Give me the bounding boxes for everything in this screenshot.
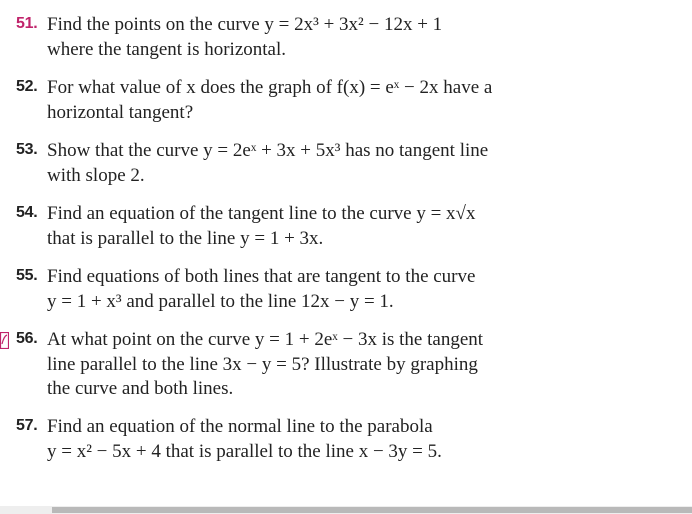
exercise-57 bbox=[16, 415, 576, 464]
exercise-56 bbox=[16, 328, 576, 402]
exercise-51 bbox=[16, 13, 576, 62]
exercise-line: y = x² − 5x + 4 that is parallel to the line x − 3y = 5. bbox=[47, 440, 442, 462]
exercise-line: y = 1 + x³ and parallel to the line 12x − y = 1. bbox=[47, 290, 394, 312]
exercise-number: 56. bbox=[16, 330, 38, 347]
exercise-text bbox=[47, 415, 576, 464]
exercise-53 bbox=[16, 139, 576, 188]
exercise-text bbox=[47, 265, 576, 314]
exercise-line: Find the points on the curve y = 2x³ + 3x² − 12x + 1 bbox=[47, 14, 443, 35]
exercise-line: For what value of x does the graph of f(x) = eˣ − 2x have a bbox=[47, 77, 493, 98]
graphing-device-icon bbox=[0, 332, 9, 349]
exercise-number: 53. bbox=[16, 141, 38, 158]
exercise-line: Find equations of both lines that are tangent to the curve bbox=[47, 266, 476, 287]
exercise-line: horizontal tangent? bbox=[47, 101, 194, 123]
horizontal-scrollbar[interactable] bbox=[0, 506, 692, 514]
exercise-text bbox=[47, 202, 576, 251]
exercise-55 bbox=[16, 265, 576, 314]
exercise-text bbox=[47, 13, 576, 62]
exercise-number: 51. bbox=[16, 15, 38, 32]
exercise-line: At what point on the curve y = 1 + 2eˣ − 3x is the tangent bbox=[47, 329, 484, 350]
exercise-line: Find an equation of the normal line to the parabola bbox=[47, 416, 433, 437]
exercise-line: Find an equation of the tangent line to the curve y = x√x bbox=[47, 203, 476, 224]
exercise-line: that is parallel to the line y = 1 + 3x. bbox=[47, 227, 324, 249]
scrollbar-thumb[interactable] bbox=[52, 507, 692, 513]
exercise-line: Show that the curve y = 2eˣ + 3x + 5x³ has no tangent line bbox=[47, 140, 489, 161]
exercise-text bbox=[47, 139, 576, 188]
exercise-number: 55. bbox=[16, 267, 38, 284]
exercise-number: 54. bbox=[16, 204, 38, 221]
exercise-number: 57. bbox=[16, 417, 38, 434]
exercise-text bbox=[47, 328, 576, 402]
exercise-line: with slope 2. bbox=[47, 164, 145, 186]
exercise-line: the curve and both lines. bbox=[47, 378, 234, 399]
exercise-text bbox=[47, 76, 576, 125]
exercise-52 bbox=[16, 76, 576, 125]
exercise-54 bbox=[16, 202, 576, 251]
exercise-number: 52. bbox=[16, 78, 38, 95]
exercise-line: where the tangent is horizontal. bbox=[47, 38, 287, 60]
exercise-line: line parallel to the line 3x − y = 5? Illustrate by graphing bbox=[47, 353, 478, 375]
